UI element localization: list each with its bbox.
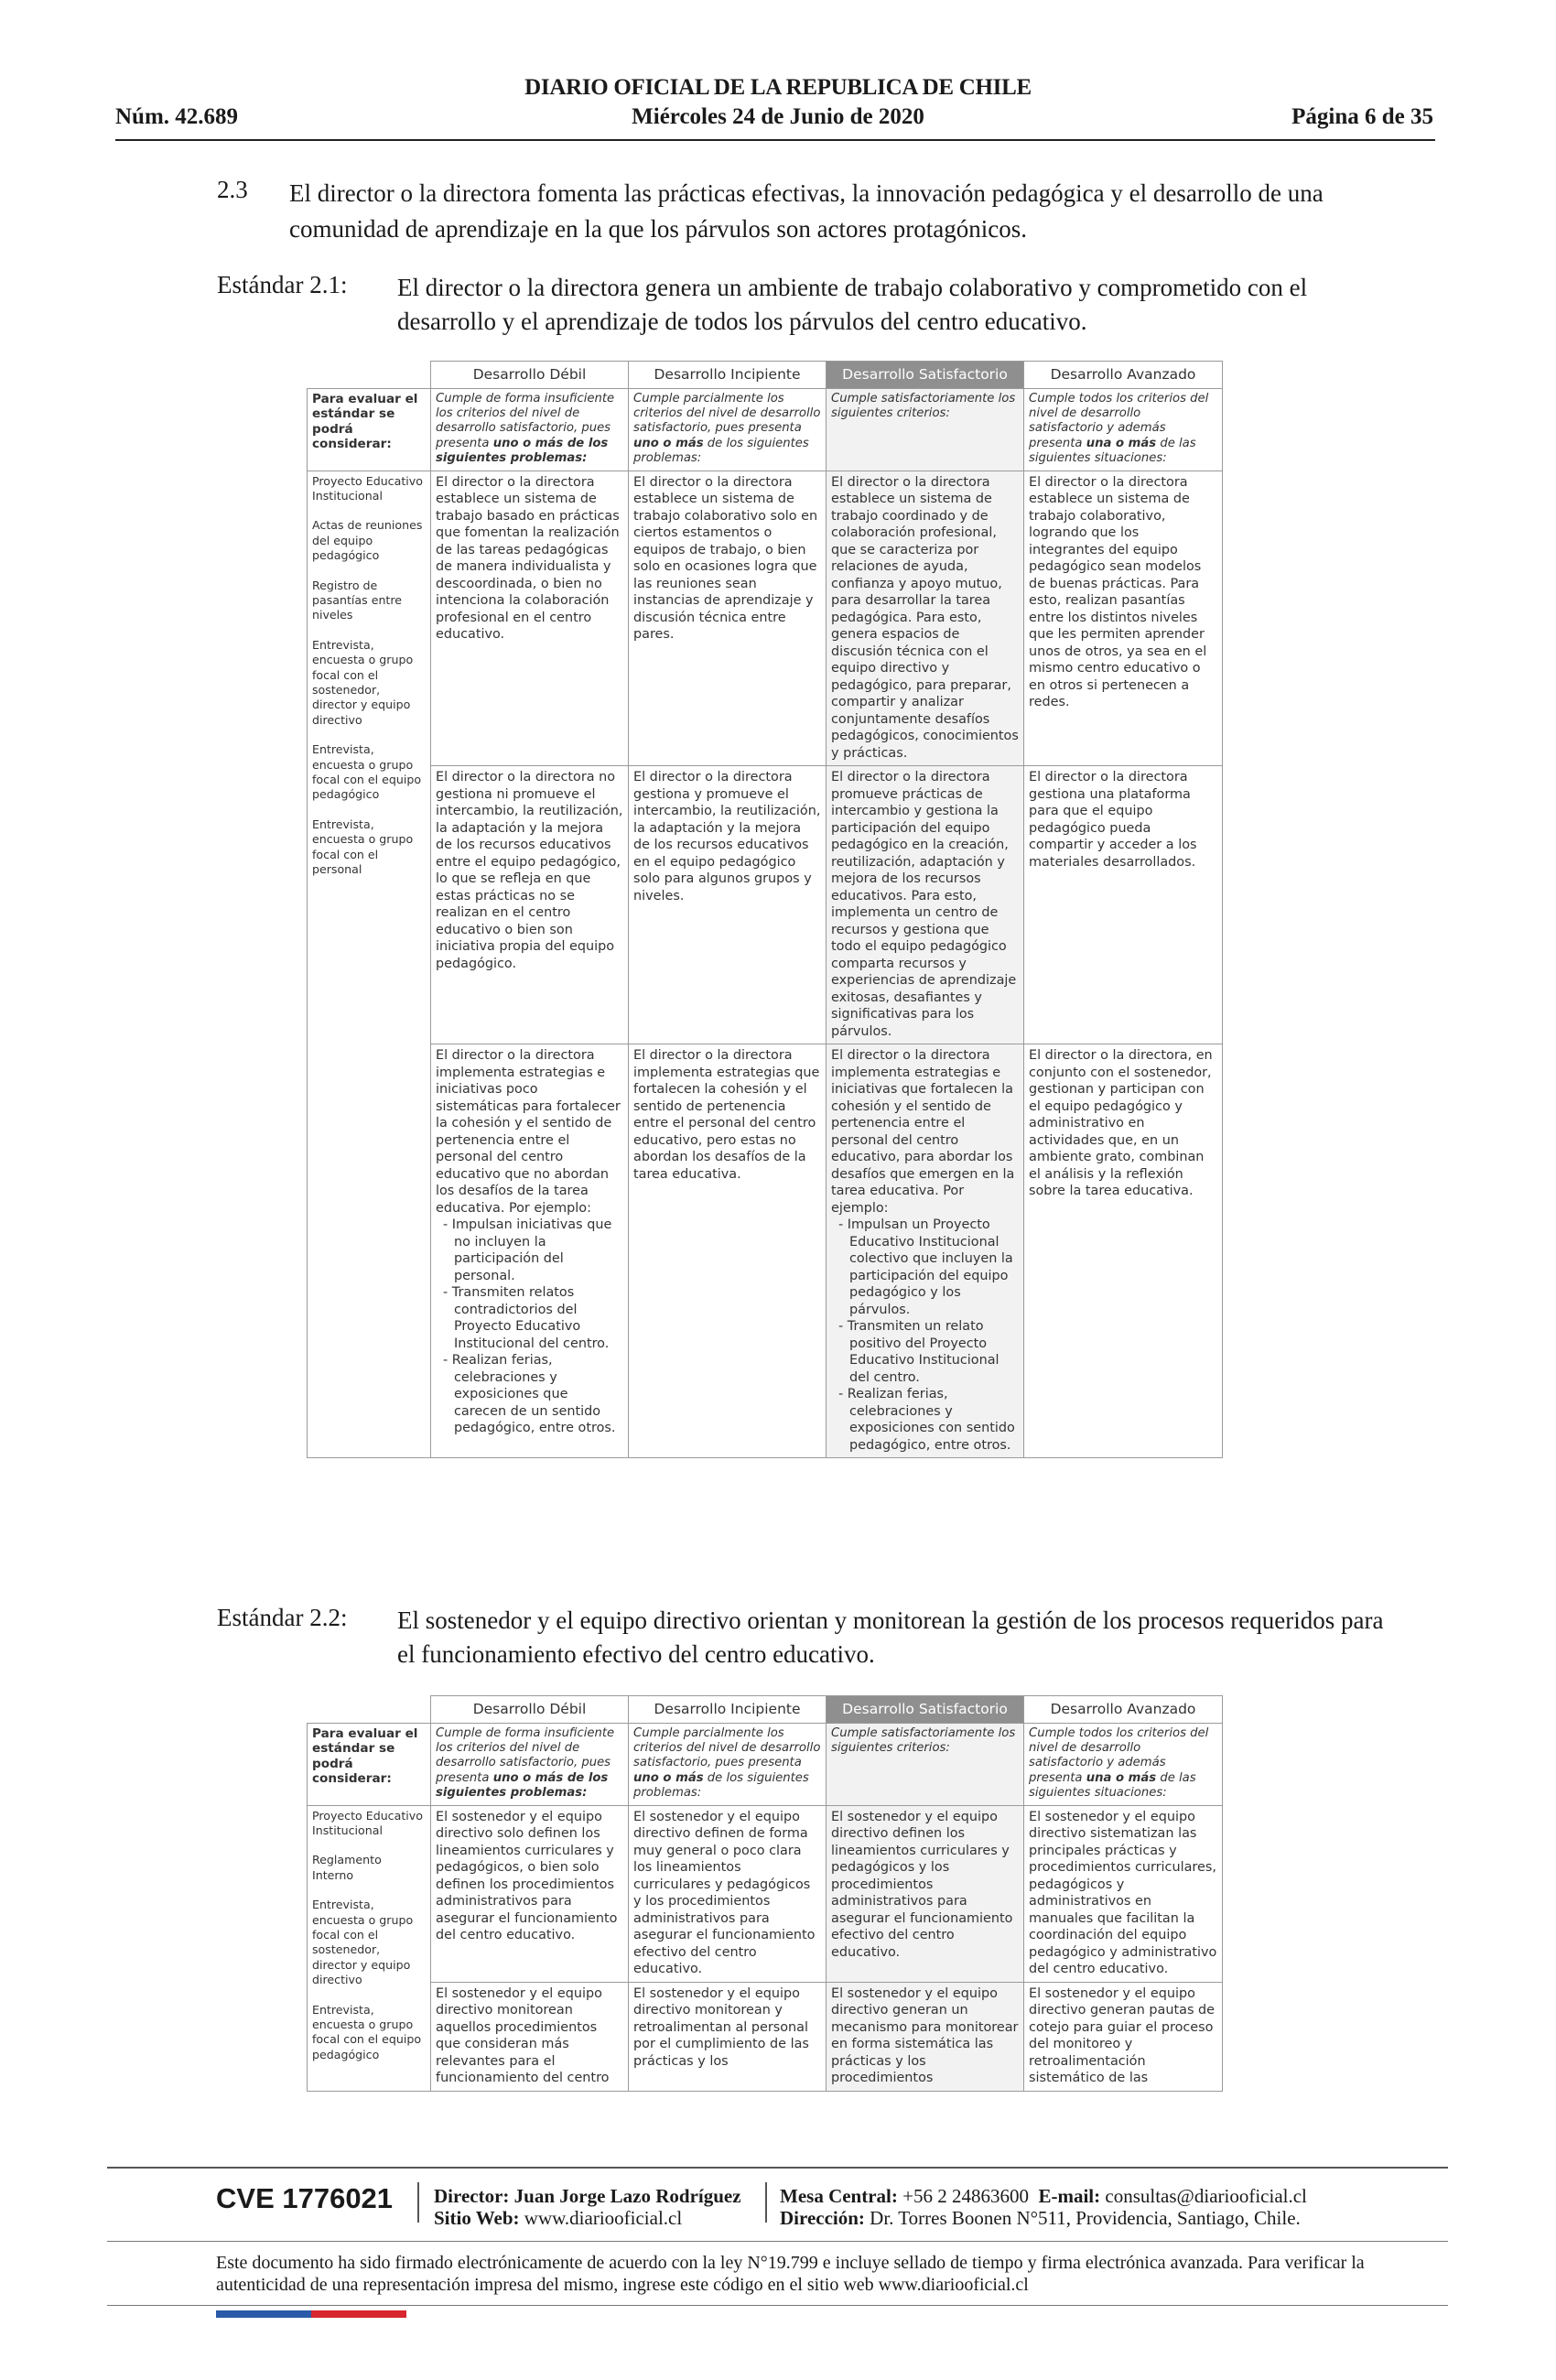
cell-advanced: El sostenedor y el equipo directivo sistematizan las principales prácticas y procedimientos curriculares, pedagógicos y administrativos en manuales que facilitan la coordinación del equipo pedagógico y administrativo del centro educativo. — [1024, 1805, 1223, 1982]
intro-satisfactory: Cumple satisfactoriamente los siguientes criterios: — [827, 1723, 1024, 1805]
cell-satisfactory: El director o la directora promueve prácticas de intercambio y gestiona la participación del equipo pedagógico en la creación, reutilización, adaptación y mejora de los recursos educativos. Para esto, implementa un centro de recursos y gestiona que todo el equipo pedagógico comparta recursos y experiencias de aprendizaje exitosas, desafiantes y significativas para los párvulos. — [827, 766, 1024, 1044]
intro-incipient: Cumple parcialmente los criterios del nivel de desarrollo satisfactorio, pues presenta uno o más de los siguientes problemas: — [629, 388, 827, 471]
example-item: - Transmiten relatos contradictorios del Proyecto Educativo Institucional del centro. — [436, 1284, 623, 1352]
intro-advanced: Cumple todos los criterios del nivel de desarrollo satisfactorio y además presenta una o más de las siguientes situaciones: — [1024, 388, 1223, 471]
section-number: 2.3 — [217, 176, 248, 203]
evidence-item: Actas de reuniones del equipo pedagógico — [312, 518, 423, 563]
standard-1-rubric-table — [307, 361, 1223, 1458]
footer-address: Dirección: Dr. Torres Boonen N°511, Providencia, Santiago, Chile. — [780, 2207, 1301, 2229]
intro-advanced: Cumple todos los criterios del nivel de desarrollo satisfactorio y además presenta una o más de las siguientes situaciones: — [1024, 1723, 1223, 1805]
evaluation-label: Para evaluar el estándar se podrá considerar: — [308, 1723, 431, 1805]
cell-incipient: El sostenedor y el equipo directivo definen de forma muy general o poco clara los lineamientos curriculares y pedagógicos y los procedimientos administrativos para asegurar el funcionamiento efectivo del centro educativo. — [629, 1805, 827, 1982]
example-item: - Realizan ferias, celebraciones y exposiciones con sentido pedagógico, entre otros. — [831, 1386, 1019, 1454]
cell-weak: El director o la directora establece un sistema de trabajo basado en prácticas que fomentan la realización de las tareas pedagógicas de manera individualista y descoordinada, o bien no intenciona la colaboración profesional en el centro educativo. — [431, 471, 629, 766]
evidence-item: Entrevista, encuesta o grupo focal con el sostenedor, director y equipo directivo — [312, 1898, 414, 1987]
cell-satisfactory: El sostenedor y el equipo directivo generan un mecanismo para monitorear en forma sistemática las prácticas y los procedimientos — [827, 1982, 1024, 2091]
evidence-list — [308, 471, 431, 1458]
rubric-row — [308, 1982, 1223, 2091]
column-header-incipient: Desarrollo Incipiente — [629, 1696, 827, 1724]
evidence-item: Proyecto Educativo Institucional — [312, 1808, 423, 1837]
column-header-advanced: Desarrollo Avanzado — [1024, 1696, 1223, 1724]
column-header-advanced: Desarrollo Avanzado — [1024, 362, 1223, 389]
evaluation-label: Para evaluar el estándar se podrá considerar: — [308, 388, 431, 471]
footer-contact-block — [780, 2185, 1307, 2229]
example-item: - Transmiten un relato positivo del Proyecto Educativo Institucional del centro. — [831, 1318, 1019, 1386]
section-text: El director o la directora fomenta las prácticas efectivas, la innovación pedagógica y el desarrollo de una comunidad de aprendizaje en la que los párvulos son actores protagónicos. — [289, 179, 1324, 243]
example-list — [831, 1217, 1019, 1454]
evidence-item: Proyecto Educativo Institucional — [312, 473, 423, 503]
intro-incipient: Cumple parcialmente los criterios del nivel de desarrollo satisfactorio, pues presenta uno o más de los siguientes problemas: — [629, 1723, 827, 1805]
evidence-item: Registro de pasantías entre niveles — [312, 578, 403, 622]
standard-2-label: Estándar 2.2: — [217, 1604, 348, 1631]
footer-divider — [107, 2305, 1448, 2306]
newspaper-title: DIARIO OFICIAL DE LA REPUBLICA DE CHILE — [524, 75, 1032, 100]
issue-date: Miércoles 24 de Junio de 2020 — [632, 104, 924, 129]
evidence-item: Entrevista, encuesta o grupo focal con el personal — [312, 817, 414, 877]
cell-weak: El director o la directora no gestiona ni promueve el intercambio, la reutilización, la adaptación y la mejora de los recursos educativos entre el equipo pedagógico, lo que se refleja en que estas prácticas no se realizan en el centro educativo o bien son iniciativa propia del equipo pedagógico. — [431, 766, 629, 1044]
intro-weak: Cumple de forma insuficiente los criterios del nivel de desarrollo satisfactorio, pues presenta uno o más de los siguientes problemas: — [431, 388, 629, 471]
cell-advanced: El sostenedor y el equipo directivo generan pautas de cotejo para guiar el proceso del monitoreo y retroalimentación sistemático de las — [1024, 1982, 1223, 2091]
rubric-row — [308, 766, 1223, 1044]
example-item: - Realizan ferias, celebraciones y exposiciones que carecen de un sentido pedagógico, entre otros. — [436, 1352, 623, 1437]
flag-stripe-red — [311, 2310, 406, 2318]
example-item: - Impulsan un Proyecto Educativo Institucional colectivo que incluyen la participación del equipo pedagógico y los párvulos. — [831, 1217, 1019, 1318]
rubric-row — [308, 1805, 1223, 1982]
evidence-item: Entrevista, encuesta o grupo focal con el equipo pedagógico — [312, 2002, 422, 2061]
footer-director: Director: Juan Jorge Lazo Rodríguez — [434, 2185, 741, 2207]
cell-incipient: El director o la directora establece un sistema de trabajo colaborativo solo en ciertos estamentos o equipos de trabajo, o bien solo en ocasiones logra que las reuniones sean instancias de aprendizaje y discusión técnica entre pares. — [629, 471, 827, 766]
rubric-header-row — [308, 362, 1223, 389]
footer-separator — [417, 2182, 419, 2223]
footer-director-block — [434, 2185, 741, 2229]
footer-website: Sitio Web: www.diariooficial.cl — [434, 2207, 683, 2229]
footer-separator — [765, 2182, 767, 2223]
cell-satisfactory — [827, 1044, 1024, 1458]
cell-incipient: El director o la directora gestiona y promueve el intercambio, la reutilización, la adaptación y la mejora de los recursos educativos en el equipo pedagógico solo para algunos grupos y niveles. — [629, 766, 827, 1044]
cell-satisfactory: El sostenedor y el equipo directivo definen los lineamientos curriculares y pedagógicos y los procedimientos administrativos para asegurar el funcionamiento efectivo del centro educativo. — [827, 1805, 1024, 1982]
column-header-satisfactory: Desarrollo Satisfactorio — [827, 1696, 1024, 1724]
page-number: Página 6 de 35 — [1291, 104, 1433, 129]
flag-stripe-blue — [216, 2310, 311, 2318]
example-item: - Impulsan iniciativas que no incluyen la participación del personal. — [436, 1217, 623, 1284]
standard-2-rubric-table — [307, 1695, 1223, 2092]
footer-divider — [107, 2241, 1448, 2242]
cell-advanced: El director o la directora establece un sistema de trabajo colaborativo, logrando que los integrantes del equipo pedagógico sean modelos de buenas prácticas. Para esto, realizan pasantías entre los distintos niveles que les permiten aprender unos de otros, ya sea en el mismo centro educativo o en otros si pertenecen a redes. — [1024, 471, 1223, 766]
intro-satisfactory: Cumple satisfactoriamente los siguientes criterios: — [827, 388, 1024, 471]
cell-satisfactory-text: El director o la directora implementa estrategias e iniciativas que fortalecen la cohesión y el sentido de pertenencia entre el personal del centro educativo, para abordar los desafíos que emergen en la tarea educativa. Por ejemplo: — [831, 1048, 1015, 1216]
standard-1-label: Estándar 2.1: — [217, 271, 348, 298]
header-divider — [115, 139, 1435, 141]
cell-weak-text: El director o la directora implementa estrategias e iniciativas poco sistemáticas para fortalecer la cohesión y el sentido de pertenencia entre el personal del centro educativo que no abordan los desafíos de la tarea educativa. Por ejemplo: — [436, 1048, 621, 1216]
rubric-row — [308, 1044, 1223, 1458]
column-header-satisfactory: Desarrollo Satisfactorio — [827, 362, 1024, 389]
footer-phone-email: Mesa Central: +56 2 24863600 E-mail: consultas@diariooficial.cl — [780, 2185, 1307, 2207]
cell-advanced: El director o la directora, en conjunto con el sostenedor, gestionan y participan con el equipo pedagógico y administrativo en actividades que, en un ambiente grato, combinan el análisis y la reflexión sobre la tarea educativa. — [1024, 1044, 1223, 1458]
evidence-item: Reglamento Interno — [312, 1853, 382, 1882]
rubric-intro-row — [308, 388, 1223, 471]
standard-2-text: El sostenedor y el equipo directivo orientan y monitorean la gestión de los procesos requeridos para el funcionamiento efectivo del centro educativo. — [397, 1606, 1384, 1668]
cell-advanced: El director o la directora gestiona una plataforma para que el equipo pedagógico pueda compartir y acceder a los materiales desarrollados. — [1024, 766, 1223, 1044]
cell-weak: El sostenedor y el equipo directivo solo definen los lineamientos curriculares y pedagógicos, o bien solo definen los procedimientos administrativos para asegurar el funcionamiento del centro educativo. — [431, 1805, 629, 1982]
rubric-row — [308, 471, 1223, 766]
column-header-weak: Desarrollo Débil — [431, 362, 629, 389]
cve-code: CVE 1776021 — [216, 2182, 394, 2214]
cell-weak: El sostenedor y el equipo directivo monitorean aquellos procedimientos que consideran más relevantes para el funcionamiento del centro — [431, 1982, 629, 2091]
evidence-item: Entrevista, encuesta o grupo focal con el sostenedor, director y equipo directivo — [312, 637, 414, 727]
rubric-intro-row — [308, 1723, 1223, 1805]
rubric-header-row — [308, 1696, 1223, 1724]
evidence-item: Entrevista, encuesta o grupo focal con el equipo pedagógico — [312, 742, 422, 802]
issue-number: Núm. 42.689 — [115, 104, 239, 129]
cell-satisfactory: El director o la directora establece un sistema de trabajo coordinado y de colaboración profesional, que se caracteriza por relaciones de ayuda, confianza y apoyo mutuo, para desarrollar la tarea pedagógica. Para esto, genera espacios de discusión técnica con el equipo directivo y pedagógico, para preparar, compartir y analizar conjuntamente desafíos pedagógicos, conocimientos y prácticas. — [827, 471, 1024, 766]
footer-divider — [107, 2167, 1448, 2169]
example-list — [436, 1217, 623, 1437]
column-header-incipient: Desarrollo Incipiente — [629, 362, 827, 389]
column-header-weak: Desarrollo Débil — [431, 1696, 629, 1724]
cell-weak — [431, 1044, 629, 1458]
cell-incipient: El director o la directora implementa estrategias que fortalecen la cohesión y el sentido de pertenencia entre el personal del centro educativo, pero estas no abordan los desafíos de la tarea educativa. — [629, 1044, 827, 1458]
evidence-list — [308, 1805, 431, 2091]
cell-incipient: El sostenedor y el equipo directivo monitorean y retroalimentan al personal por el cumplimiento de las prácticas y los — [629, 1982, 827, 2091]
header-corner — [308, 1696, 431, 1724]
header-corner — [308, 362, 431, 389]
intro-weak: Cumple de forma insuficiente los criterios del nivel de desarrollo satisfactorio, pues presenta uno o más de los siguientes problemas: — [431, 1723, 629, 1805]
legal-notice: Este documento ha sido firmado electrónicamente de acuerdo con la ley N°19.799 e incluye sellado de tiempo y firma electrónica avanzada. Para verificar la autenticidad de una representación impresa del mismo, ingrese este código en el sitio web www.diariooficial.cl — [216, 2253, 1365, 2295]
table-crop-mask — [302, 2111, 1228, 2164]
standard-1-text: El director o la directora genera un ambiente de trabajo colaborativo y comprometido con el desarrollo y el aprendizaje de todos los párvulos del centro educativo. — [397, 274, 1308, 335]
